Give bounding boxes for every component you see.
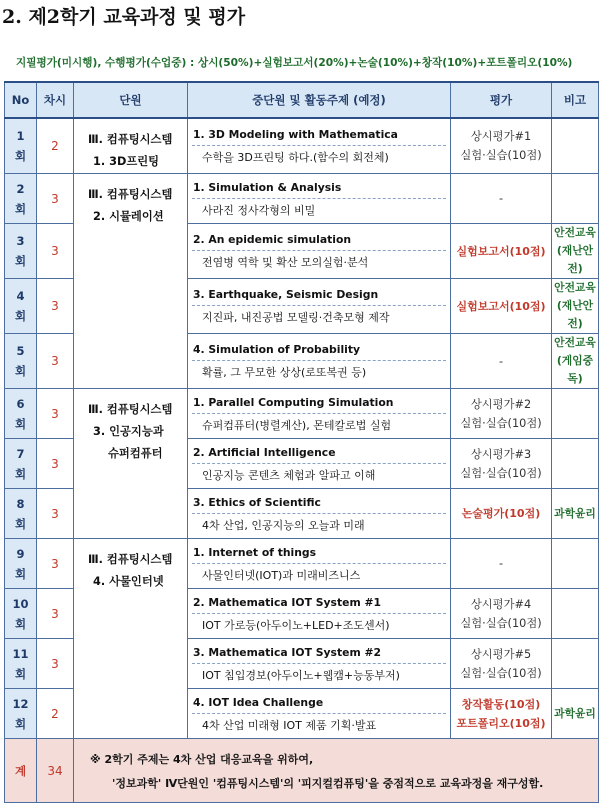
remark-cell [552, 118, 599, 174]
evaluation-cell: 상시평가#4 실험·실습(10점) [451, 589, 552, 639]
row-number: 11 회 [5, 639, 37, 689]
activity-description: 확률, 그 무모한 상상(로또복권 등) [202, 366, 367, 379]
activity-title: 1. 3D Modeling with Mathematica [192, 124, 446, 146]
remark-cell [552, 439, 599, 489]
activity-cell [188, 174, 451, 224]
unit-line2: 2. 시뮬레이션 [93, 210, 164, 223]
session-count: 3 [37, 334, 74, 389]
unit-cell [74, 118, 188, 174]
row-number: 3 회 [5, 224, 37, 279]
evaluation-cell: 상시평가#3 실험·실습(10점) [451, 439, 552, 489]
unit-cell [74, 539, 188, 739]
remark-cell: 안전교육 (게임중독) [552, 334, 599, 389]
activity-cell [188, 489, 451, 539]
header-remark: 비고 [552, 82, 599, 118]
remark-cell [552, 539, 599, 589]
remark-cell [552, 639, 599, 689]
activity-cell [188, 224, 451, 279]
evaluation-criteria: 지필평가(미시행), 수행평가(수업중) : 상시(50%)+실험보고서(20%)+논술(10%)+창작(10%)+포트폴리오(10%) [16, 57, 573, 69]
activity-cell [188, 118, 451, 174]
session-count: 3 [37, 639, 74, 689]
unit-line2: 1. 3D프린팅 [93, 155, 160, 168]
activity-title: 1. Simulation & Analysis [192, 177, 446, 199]
note-line-1: ※ 2학기 주제는 4차 산업 대응교육을 위하여, [90, 752, 314, 766]
evaluation-cell: 상시평가#1 실험·실습(10점) [451, 118, 552, 174]
evaluation-cell: 실험보고서(10점) [451, 279, 552, 334]
activity-title: 2. An epidemic simulation [192, 229, 446, 251]
row-number: 12 회 [5, 689, 37, 739]
activity-description: 인공지능 콘텐츠 체험과 알파고 이해 [202, 468, 376, 482]
total-row [5, 739, 599, 803]
curriculum-table [4, 81, 599, 803]
unit-line1: Ⅲ. 컴퓨팅시스템 [88, 133, 173, 146]
activity-description: 수학을 3D프린팅 하다.(함수의 회전체) [202, 151, 389, 164]
table-row [5, 174, 599, 224]
table-row [5, 389, 599, 439]
activity-cell [188, 279, 451, 334]
session-count: 2 [37, 118, 74, 174]
row-number: 8 회 [5, 489, 37, 539]
row-number: 1 회 [5, 118, 37, 174]
activity-cell [188, 589, 451, 639]
header-session: 차시 [37, 82, 74, 118]
header-activity: 중단원 및 활동주제 (예정) [188, 82, 451, 118]
activity-description: 전염병 역학 및 확산 모의실험·분석 [202, 256, 369, 269]
activity-description: 4차 산업, 인공지능의 오늘과 미래 [202, 518, 365, 532]
row-number: 7 회 [5, 439, 37, 489]
activity-description: 슈퍼컴퓨터(병렬계산), 몬테칼로법 실험 [202, 418, 392, 432]
session-count: 3 [37, 439, 74, 489]
row-number: 4 회 [5, 279, 37, 334]
header-evaluation: 평가 [451, 82, 552, 118]
activity-title: 4. IOT Idea Challenge [192, 692, 446, 714]
session-count: 3 [37, 389, 74, 439]
activity-description: 사물인터넷(IOT)과 미래비즈니스 [202, 568, 361, 582]
evaluation-cell: - [451, 174, 552, 224]
table-row [5, 539, 599, 589]
unit-line3: 슈퍼컴퓨터 [108, 447, 163, 460]
evaluation-cell: - [451, 539, 552, 589]
activity-description: 지진파, 내진공법 모델링·건축모형 제작 [202, 311, 390, 324]
remark-cell [552, 589, 599, 639]
activity-title: 3. Ethics of Scientific [192, 492, 446, 514]
session-count: 3 [37, 174, 74, 224]
total-label: 계 [5, 739, 37, 803]
unit-line1: Ⅲ. 컴퓨팅시스템 [88, 188, 173, 201]
section-title: 2. 제2학기 교육과정 및 평가 [2, 6, 246, 28]
activity-title: 1. Internet of things [192, 542, 446, 564]
evaluation-cell: 상시평가#5 실험·실습(10점) [451, 639, 552, 689]
note-line-2: '정보과학' Ⅳ단원인 '컴퓨팅시스템'의 '피지컬컴퓨팅'을 중점적으로 교육과정을 재구성함. [112, 776, 544, 790]
remark-cell [552, 389, 599, 439]
header-unit: 단원 [74, 82, 188, 118]
table-header-row [5, 82, 599, 118]
activity-title: 4. Simulation of Probability [192, 339, 446, 361]
evaluation-cell: - [451, 334, 552, 389]
evaluation-cell: 실험보고서(10점) [451, 224, 552, 279]
activity-title: 2. Mathematica IOT System #1 [192, 592, 446, 614]
table-row [5, 118, 599, 174]
activity-title: 3. Mathematica IOT System #2 [192, 642, 446, 664]
session-count: 3 [37, 279, 74, 334]
row-number: 2 회 [5, 174, 37, 224]
evaluation-cell: 논술평가(10점) [451, 489, 552, 539]
unit-line2: 3. 인공지능과 [93, 425, 164, 438]
activity-description: IOT 가로등(아두이노+LED+조도센서) [202, 618, 390, 632]
total-note [74, 739, 599, 803]
unit-line2: 4. 사물인터넷 [93, 575, 164, 588]
activity-title: 3. Earthquake, Seismic Design [192, 284, 446, 306]
activity-title: 1. Parallel Computing Simulation [192, 392, 446, 414]
activity-description: IOT 침입경보(아두이노+웹캠+능동부저) [202, 668, 400, 682]
unit-line1: Ⅲ. 컴퓨팅시스템 [88, 553, 173, 566]
total-sessions: 34 [37, 739, 74, 803]
activity-description: 사라진 정사각형의 비밀 [202, 203, 316, 217]
remark-cell: 안전교육 (재난안전) [552, 279, 599, 334]
activity-cell [188, 389, 451, 439]
row-number: 9 회 [5, 539, 37, 589]
remark-cell: 안전교육 (재난안전) [552, 224, 599, 279]
activity-cell [188, 539, 451, 589]
activity-cell [188, 334, 451, 389]
row-number: 6 회 [5, 389, 37, 439]
row-number: 5 회 [5, 334, 37, 389]
session-count: 3 [37, 539, 74, 589]
evaluation-cell: 창작활동(10점) 포트폴리오(10점) [451, 689, 552, 739]
activity-title: 2. Artificial Intelligence [192, 442, 446, 464]
unit-line1: Ⅲ. 컴퓨팅시스템 [88, 403, 173, 416]
header-no: No [5, 82, 37, 118]
session-count: 2 [37, 689, 74, 739]
activity-cell [188, 639, 451, 689]
unit-cell [74, 174, 188, 389]
remark-cell: 과학윤리 [552, 689, 599, 739]
row-number: 10 회 [5, 589, 37, 639]
unit-cell [74, 389, 188, 539]
session-count: 3 [37, 589, 74, 639]
session-count: 3 [37, 224, 74, 279]
evaluation-cell: 상시평가#2 실험·실습(10점) [451, 389, 552, 439]
remark-cell: 과학윤리 [552, 489, 599, 539]
activity-cell [188, 689, 451, 739]
session-count: 3 [37, 489, 74, 539]
activity-description: 4차 산업 미래형 IOT 제품 기획·발표 [202, 718, 377, 732]
remark-cell [552, 174, 599, 224]
activity-cell [188, 439, 451, 489]
